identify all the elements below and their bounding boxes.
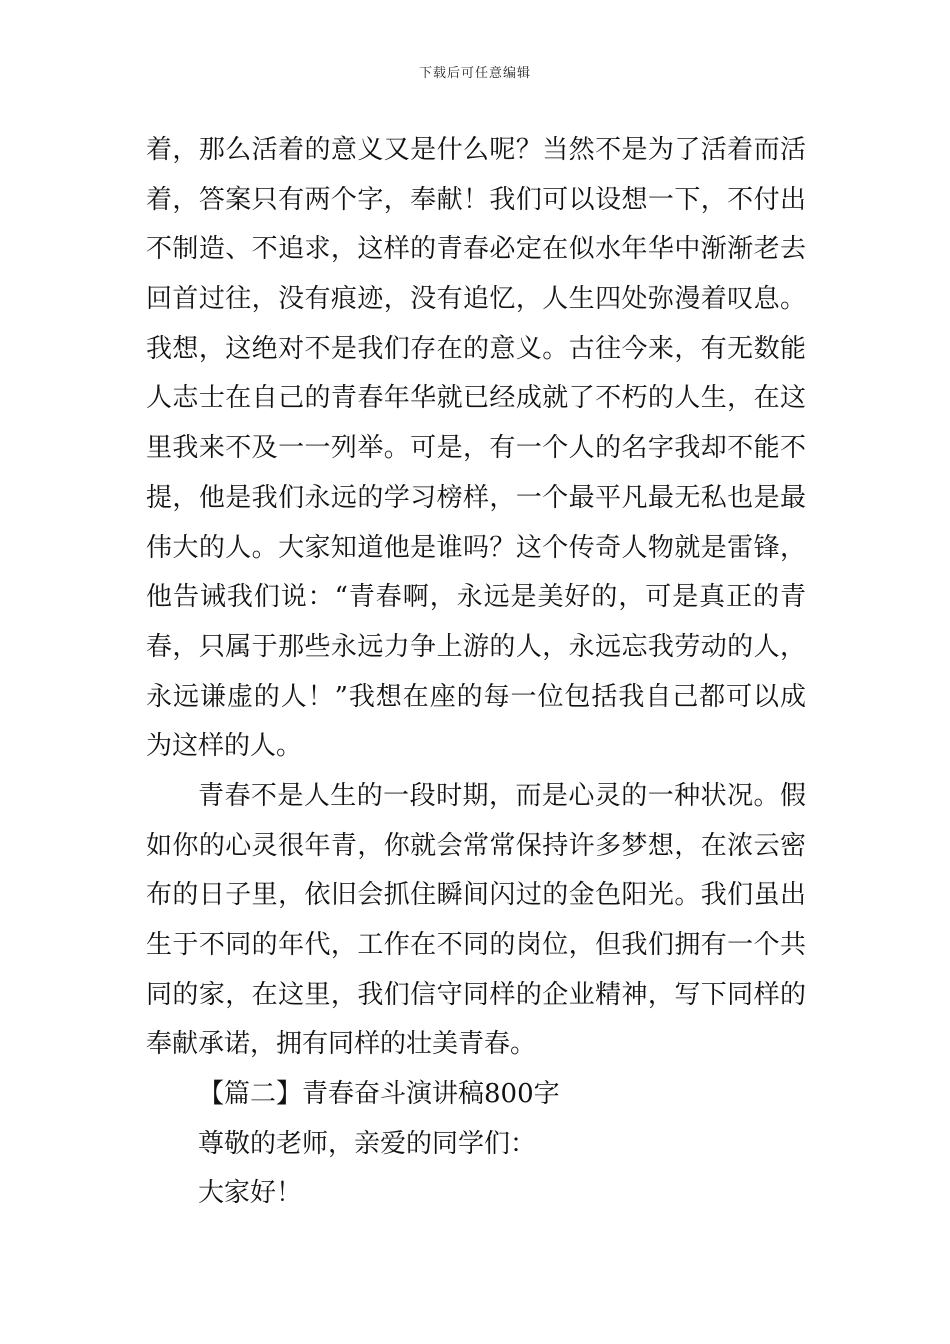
page-header: 下载后可任意编辑 <box>418 66 531 81</box>
text-line: 同的家，在这里，我们信守同样的企业精神，写下同样的 <box>146 979 806 1010</box>
text-line: 伟大的人。大家知道他是谁吗？这个传奇人物就是雷锋， <box>146 532 806 563</box>
text-line: 提，他是我们永远的学习榜样，一个最平凡最无私也是最 <box>146 482 806 513</box>
text-line: 青春不是人生的一段时期，而是心灵的一种状况。假 <box>198 780 806 811</box>
text-line: 着，答案只有两个字，奉献！我们可以设想一下，不付出 <box>146 184 806 215</box>
text-line: 生于不同的年代，工作在不同的岗位，但我们拥有一个共 <box>146 930 806 960</box>
text-line: 为这样的人。 <box>146 731 303 762</box>
salutation: 尊敬的老师，亲爱的同学们： <box>198 1128 537 1159</box>
text-line: 里我来不及一一列举。可是，有一个人的名字我却不能不 <box>146 433 806 464</box>
text-line: 如你的心灵很年青，你就会常常保持许多梦想，在浓云密 <box>146 830 806 861</box>
text-line: 布的日子里，依旧会抓住瞬间闪过的金色阳光。我们虽出 <box>146 880 806 911</box>
text-line: 人志士在自己的青春年华就已经成就了不朽的人生，在这 <box>146 383 806 414</box>
text-line: 我想，这绝对不是我们存在的意义。古往今来，有无数能 <box>146 333 806 364</box>
text-line: 他告诫我们说：“青春啊，永远是美好的，可是真正的青 <box>146 582 806 613</box>
greeting: 大家好！ <box>198 1178 303 1209</box>
text-line: 着，那么活着的意义又是什么呢？当然不是为了活着而活 <box>146 135 806 165</box>
text-line: 奉献承诺，拥有同样的壮美青春。 <box>146 1029 537 1060</box>
section-heading: 【篇二】青春奋斗演讲稿800字 <box>198 1079 560 1110</box>
text-line: 不制造、不追求，这样的青春必定在似水年华中渐渐老去 <box>146 234 806 265</box>
text-line: 回首过往，没有痕迹，没有追忆，人生四处弥漫着叹息。 <box>146 284 806 315</box>
document-body <box>146 126 806 1219</box>
text-line: 永远谦虚的人！”我想在座的每一位包括我自己都可以成 <box>146 681 806 712</box>
text-line: 春，只属于那些永远力争上游的人，永远忘我劳动的人， <box>146 631 806 662</box>
